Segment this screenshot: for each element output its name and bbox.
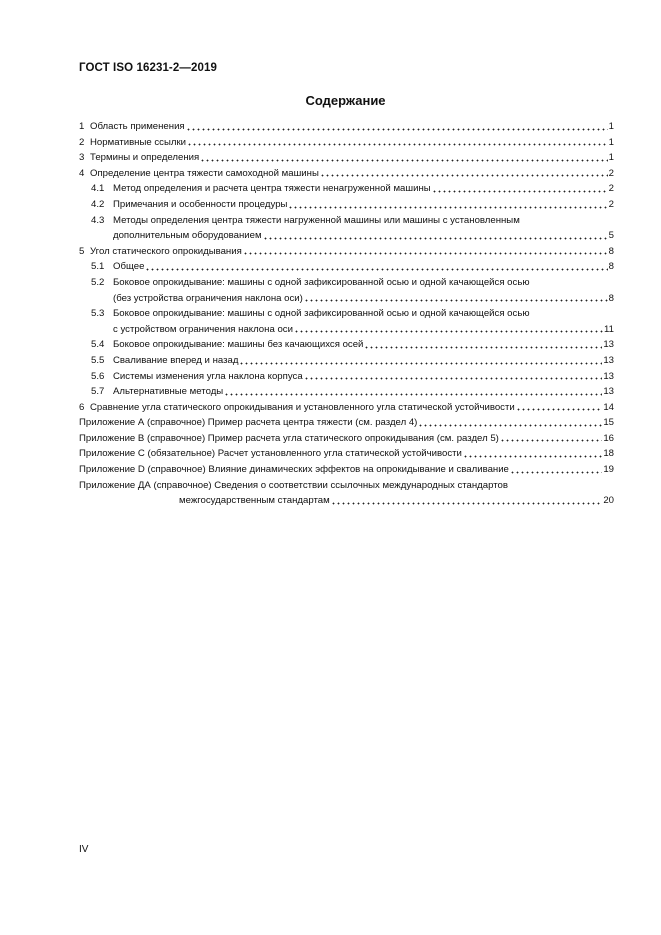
toc-entry-page: 19 — [603, 464, 614, 476]
toc-entry-text: Методы определения центра тяжести нагруженной машины или машины с установленным — [113, 214, 520, 226]
toc-entry-number: 3 — [79, 152, 85, 164]
toc-entry-number: 2 — [79, 136, 85, 148]
toc-entry-text: Приложение В (справочное) Пример расчета угла статического опрокидывания (см. раздел 5) — [79, 432, 499, 444]
toc-entry-page: 18 — [603, 448, 614, 460]
toc-entry-text: Метод определения и расчета центра тяжести ненагруженной машины — [113, 183, 431, 195]
toc-entry-page: 5 — [608, 230, 614, 242]
toc-entry-number: 5.1 — [91, 261, 105, 273]
toc-entry-text: Угол статического опрокидывания — [90, 245, 242, 257]
toc-entry[interactable] — [79, 259, 614, 275]
toc-entry-page: 11 — [604, 323, 614, 335]
toc-title: Содержание — [305, 93, 386, 108]
toc-entry[interactable] — [79, 213, 614, 244]
leader-dots — [510, 462, 602, 478]
toc-entry-text: Боковое опрокидывание: машины без качающихся осей — [113, 339, 364, 351]
toc-entry-number: 6 — [79, 401, 85, 413]
toc-entry-number: 1 — [79, 121, 85, 132]
toc-entry-text: Приложение С (обязательное) Расчет установленного угла статической устойчивости — [79, 448, 462, 460]
toc-entry-page: 13 — [603, 370, 614, 382]
toc-entry-text: Сваливание вперед и назад — [113, 354, 239, 366]
leader-dots — [432, 181, 608, 197]
toc-entry-text: Общее — [113, 261, 145, 273]
toc-entry-page: 15 — [603, 417, 614, 429]
toc-entry-text: Системы изменения угла наклона корпуса — [113, 370, 303, 382]
toc-entry[interactable] — [79, 197, 614, 213]
toc-entry-text-continued: межгосударственным стандартам — [179, 495, 330, 507]
toc-entry[interactable] — [79, 337, 614, 353]
toc-entry-page: 14 — [603, 401, 614, 413]
toc-entry-text: Примечания и особенности процедуры — [113, 198, 288, 210]
toc-entry-text: Приложение ДА (справочное) Сведения о соответствии ссылочных международных стандартов — [79, 479, 508, 491]
toc-entry-page: 16 — [603, 432, 614, 444]
toc-entry-page: 2 — [608, 167, 614, 179]
toc-entry-text: Сравнение угла статического опрокидывания и установленного угла статической устойчивости — [90, 401, 515, 413]
toc-entry-page: 2 — [608, 198, 614, 210]
leader-dots — [320, 166, 608, 182]
toc-entry[interactable] — [79, 166, 614, 182]
toc-entry-number: 5 — [79, 245, 85, 257]
leader-dots — [331, 493, 603, 509]
toc-appendix-entry[interactable] — [79, 431, 614, 447]
toc-entry-number: 4.1 — [91, 183, 105, 195]
toc-entry[interactable] — [79, 400, 614, 416]
toc-entry-number: 5.6 — [91, 370, 105, 382]
leader-dots — [187, 135, 608, 151]
toc-entry-page: 20 — [603, 495, 614, 507]
toc-entry-page: 8 — [608, 245, 614, 257]
leader-dots — [304, 291, 608, 307]
toc-entry-text: Область применения — [90, 121, 185, 132]
standard-id: ГОСТ ISO 16231-2—2019 — [79, 62, 217, 74]
leader-dots — [304, 369, 603, 385]
leader-dots — [500, 431, 602, 447]
toc-entry-text: Определение центра тяжести самоходной машины — [90, 167, 319, 179]
toc-entry[interactable] — [79, 353, 614, 369]
toc-entry[interactable] — [79, 135, 614, 151]
toc-entry-text: Нормативные ссылки — [90, 136, 187, 148]
toc-entry[interactable] — [79, 384, 614, 400]
toc-entry-number: 4.2 — [91, 198, 105, 210]
toc-entry-page: 1 — [608, 136, 614, 148]
toc-entry-page: 1 — [608, 121, 614, 132]
toc-entry-number: 5.4 — [91, 339, 105, 351]
leader-dots — [263, 228, 608, 244]
toc-entry-text-continued: (без устройства ограничения наклона оси) — [113, 292, 303, 304]
leader-dots — [239, 353, 602, 369]
toc-entry[interactable] — [79, 181, 614, 197]
leader-dots — [186, 119, 608, 135]
toc-entry-page: 13 — [603, 354, 614, 366]
toc-entry-number: 5.2 — [91, 276, 105, 288]
toc-entry-text: Боковое опрокидывание: машины с одной зафиксированной осью и одной качающейся осью — [113, 308, 530, 320]
toc-appendix-entry[interactable] — [79, 462, 614, 478]
page-number: IV — [79, 844, 89, 855]
leader-dots — [418, 415, 602, 431]
toc-entry-text-continued: с устройством ограничения наклона оси — [113, 323, 293, 335]
toc-entry[interactable] — [79, 275, 614, 306]
toc-entry[interactable] — [79, 244, 614, 260]
toc-entry-number: 4.3 — [91, 214, 105, 226]
toc-entry-number: 5.7 — [91, 386, 105, 398]
toc-entry-page: 13 — [603, 386, 614, 398]
toc-entry-text-continued: дополнительным оборудованием — [113, 230, 262, 242]
table-of-contents — [79, 119, 614, 509]
toc-appendix-entry[interactable] — [79, 478, 614, 509]
toc-entry-page: 8 — [608, 292, 614, 304]
toc-entry[interactable] — [79, 119, 614, 135]
leader-dots — [463, 446, 602, 462]
leader-dots — [364, 337, 602, 353]
toc-entry-text: Приложение А (справочное) Пример расчета центра тяжести (см. раздел 4) — [79, 417, 418, 429]
toc-appendix-entry[interactable] — [79, 446, 614, 462]
leader-dots — [288, 197, 607, 213]
toc-entry-page: 1 — [608, 152, 614, 164]
leader-dots — [200, 150, 607, 166]
toc-entry-page: 2 — [608, 183, 614, 195]
toc-entry-text: Альтернативные методы — [113, 386, 224, 398]
toc-entry-text: Термины и определения — [90, 152, 200, 164]
leader-dots — [294, 322, 603, 338]
leader-dots — [145, 259, 607, 275]
toc-entry[interactable] — [79, 306, 614, 337]
toc-entry-page: 8 — [608, 261, 614, 273]
toc-entry-number: 5.5 — [91, 354, 105, 366]
toc-entry-number: 5.3 — [91, 308, 105, 320]
toc-entry-text: Боковое опрокидывание: машины с одной зафиксированной осью и одной качающейся осью — [113, 276, 530, 288]
toc-entry-number: 4 — [79, 167, 85, 179]
leader-dots — [516, 400, 603, 416]
toc-entry-page: 13 — [603, 339, 614, 351]
toc-entry-text: Приложение D (справочное) Влияние динамических эффектов на опрокидывание и сваливание — [79, 464, 509, 476]
leader-dots — [243, 244, 608, 260]
toc-entry[interactable] — [79, 369, 614, 385]
leader-dots — [224, 384, 602, 400]
toc-appendix-entry[interactable] — [79, 415, 614, 431]
toc-entry[interactable] — [79, 150, 614, 166]
